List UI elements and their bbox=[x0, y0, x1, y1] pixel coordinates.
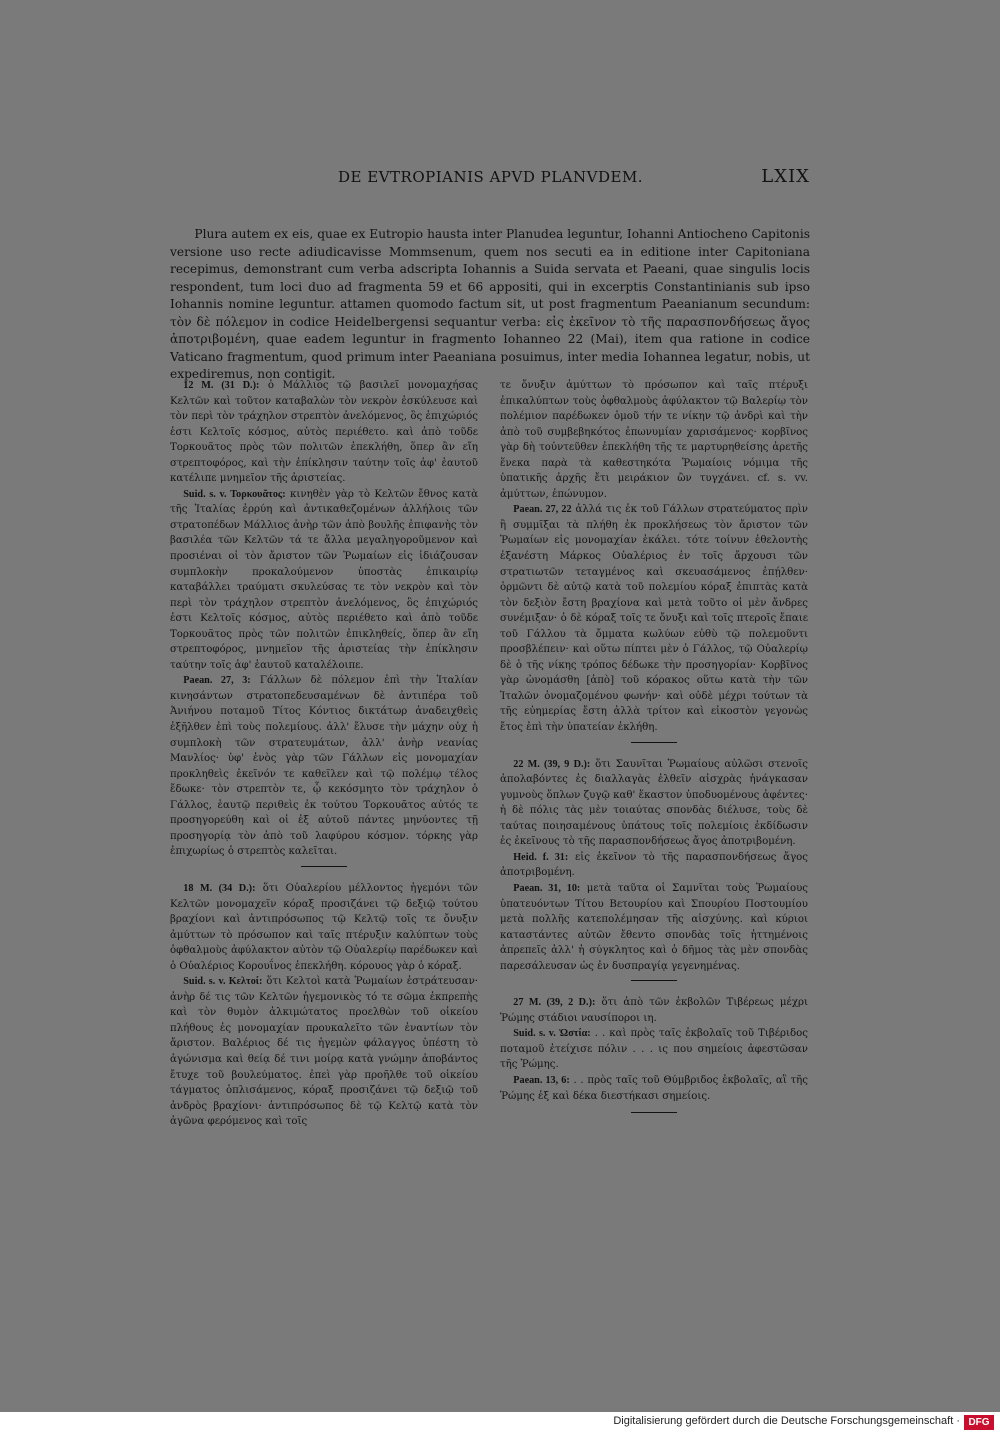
page-header bbox=[60, 166, 810, 190]
paean-13-6: Paean. 13, 6: . . πρὸς ταῖς τοῦ Θύμβριδος ἐκβολαῖς, αἳ τῆς Ῥώμης ἐξ καὶ δέκα διεστήκασι σημείοις. bbox=[500, 1074, 808, 1102]
end-divider bbox=[631, 1112, 677, 1113]
suid-ostia: Suid. s. v. Ὠστία: . . καὶ πρὸς ταῖς ἐκβολαῖς τοῦ Τιβέριδος ποταμοῦ ἐτείχισε πόλιν . . . ις που σημείοις ἀφεστῶσαν τῆς Ῥώμης. bbox=[500, 1028, 809, 1071]
heid-f31: Heid. f. 31: εἰς ἐκεῖνον τὸ τῆς παρασπονδήσεως ἄγος ἀποτριβομένη. bbox=[500, 851, 808, 879]
continuation-text: τε ὄνυξιν ἀμύττων τὸ πρόσωπον καὶ ταῖς πτέρυξι ἐπικαλύπτων τοὺς ὀφθαλμοὺς ἀφύλακτον τῷ Βαλερίῳ τὸν πολέμιον παρέδωκεν ὁμοῦ τήν τε νίκην τῷ ἀνδρὶ καὶ τὴν ἀπὸ τοῦ συμβεβηκότος ἐπωνυμίαν χαρισάμενος· κορβῖνος γὰρ δὴ τοὐντεῦθεν ἐπεκλήθη τῆς τε μαρτυρηθείσης ἀρετῆς ἕνεκα παρὰ τὰ καθεστηκότα Ῥωμαίοις νόμιμα τῆς ὑπατικῆς ἀρχῆς ἔτι μειράκιον ὢν τυγχάνει. cf. s. vv. ἀμύττων, ἐπώνυμον. bbox=[500, 380, 808, 500]
section-divider bbox=[631, 980, 677, 981]
running-title: DE EVTROPIANIS APVD PLANVDEM. bbox=[338, 168, 644, 186]
paean-31-10: Paean. 31, 10: μετὰ ταῦτα οἱ Σαμνῖται τοὺς Ῥωμαίους ὑπατευόντων Τίτου Βετουρίου καὶ Σπουρίου Ποστουμίου μετὰ πολλῆς κατεπολέμησαν τῆς αἰσχύνης. καὶ κύριοι καταστάντες αὐτῶν ἔθεντο σπονδὰς τοῖς ἡττημένοις ἀπρεπεῖς ἀλλ' ἡ σύγκλητος καὶ ὁ δῆμος τὰς μὲν σπονδὰς παρεσάλευσαν ὡς ἐν δυσπραγίᾳ γεγενημένας. bbox=[500, 882, 808, 972]
fragment-22m: 22 M. (39, 9 D.): ὅτι Σαυνῖται Ῥωμαίους αὐλῶσι στενοῖς ἀπολαβόντες ἐς διαλλαγὰς ἐλθεῖν αἰσχρὰς ἠνάγκασαν γυμνοὺς ὅπλων ζυγῷ καθ' ἕκαστον ὑποδυομένους ἀφέντες· ἡ δὲ πόλις τὰς μὲν τοιαύτας σπονδὰς διέλυσε, τοὺς δὲ ταύτας ποιησαμένους ὑπάτους τοῖς πολεμίοις ἐκδίδωσιν ἐς ἐκεῖνους τὸ τῆς παρασπονδήσεως ἄγος ἀποτριβομένη. bbox=[500, 758, 808, 848]
fragment-12m: 12 M. (31 D.): ὁ Μάλλιος τῷ βασιλεῖ μονομαχήσας Κελτῶν καὶ τοῦτον καταβαλὼν τὸν νεκρὸν ἐσκύλευσε καὶ τὸν περὶ τὸν τράχηλον στρεπτὸν ἀνελόμενος, ὃς ἐπιχώριός ἐστι Κελτοῖς κόσμος, αὐτὸς περιέθετο. καὶ ἀπὸ τοῦδε Τορκουᾶτος πρὸς τῶν πολιτῶν ἐπεκλήθη, ὅπερ ἂν εἴη στρεπτοφόρος, καὶ τὴν ἐπίκλησιν ταύτην τοῖς ἀφ' ἑαυτοῦ κατέλιπε μνημεῖον τῆς ἀριστείας. bbox=[170, 380, 479, 485]
footer-bar bbox=[0, 1412, 1000, 1434]
suid-keltoi: Suid. s. v. Κελτοί: ὅτι Κελτοὶ κατὰ Ῥωμαίων ἐστράτευσαν· ἀνὴρ δέ τις τῶν Κελτῶν ἡγεμονικὸς τό τε σῶμα ἐκπρεπὴς καὶ τὸν θυμὸν ἀλκιμώτατος προελθὼν τοῦ οἰκείου πλήθους ἐς μονομαχίαν προυκαλεῖτο τῶν ἐναντίων τὸν ἄριστον. Βαλέριος δέ τις ἡγεμὼν φάλαγγος ὑπέστη τὸ ἀγώνισμα καὶ θείᾳ δέ τινι μοίρᾳ κατὰ γνώμην ἀποβάντος ἔτυχε τοῦ βουλεύματος. ἐπεὶ γὰρ προῆλθε τοῦ οἰκείου τάγματος ὁπλισάμενος, κόραξ προσιζάνει τῷ δεξιῷ τοῦ ἀνδρὸς βραχίονι· ἀντιπρόσωπος δὲ τῷ Κελτῷ κατὰ τὸν ἀγῶνα φερόμενος καὶ τοῖς bbox=[170, 976, 478, 1128]
left-column bbox=[170, 378, 478, 1130]
section-divider bbox=[631, 742, 677, 743]
fragment-27m: 27 M. (39, 2 D.): ὅτι ἀπὸ τῶν ἐκβολῶν Τιβέρεως μέχρι Ῥώμης στάδιοι ναυσίποροι ιη. bbox=[500, 997, 808, 1024]
paean-27-22: Paean. 27, 22 ἀλλά τις ἐκ τοῦ Γάλλων στρατεύματος πρὶν ἢ συμμῖξαι τὰ πλήθη ἐκ προκλήσεως τὸν ἄριστον τῶν Ῥωμαίων εἰς μονομαχίαν ἐκάλει. τότε τοίνυν ἐθελοντὴς ἐξανέστη Μάρκος Οὐαλέριος ἐν τοῖς ἄρχουσι τῶν στρατιωτῶν τεταγμένος καὶ σκευασάμενος ἐπῄλθεν· ὁρμῶντι δὲ αὐτῷ κατὰ τοῦ πολεμίου κόραξ ἐπιπτὰς κατὰ τὸν δεξιὸν ἔστη βραχίονα καὶ μετὰ τοῦτο οἱ μὲν ἄνδρες συνέμιξαν· ὁ δὲ κόραξ τοῖς τε ὄνυξι καὶ τοῖς πτεροῖς ἔπαιε τοῦ Γάλλου τὰ ὄμματα κωλύων εὐθὺ τῷ πολεμοῦντι προσβλέπειν· καὶ οὕτω πίπτει μὲν ὁ Γάλλος, τῷ Οὐαλερίῳ δὲ ὁ τῆς νίκης τρόπος δέδωκε τὴν προσηγορίαν· Κορβῖνος γὰρ ὠνομάσθη [ἀπὸ] τοῦ κόρακος οὕτω κατὰ τὴν τῶν Ἰταλῶν ὀνομαζομένου φωνήν· καὶ οὐδὲ μέχρι τούτων τὰ τῆς εὐημερίας ἔστη ἀλλὰ τρίτον καὶ εἰκοστὸν γεγονὼς ἔτος ἐπὶ τὴν ὑπατείαν ἐκλήθη. bbox=[500, 504, 809, 734]
right-column bbox=[500, 378, 808, 1127]
section-divider bbox=[301, 866, 347, 867]
intro-paragraph: Plura autem ex eis, quae ex Eutropio hausta inter Planudea leguntur, Iohanni Antiocheno Capitonis versione uso recte adiudicavisse Mommsenum, quem nos secuti ea in editione inter Capitoniana recepimus, demonstrant cum verba adscripta Iohannis a Suida servata et Paeani, quae singulis locis respondent, tum loci duo ad fragmenta 59 et 66 appositi, qui in excerptis Constantinianis sub ipso Iohannis nomine leguntur. attamen quomodo factum sit, ut post fragmentum Paeanianum secundum: τὸν δὲ πόλεμον in codice Heidelbergensi sequantur verba: εἰς ἐκεῖνον τὸ τῆς παρασπονδήσεως ἄγος ἀποτριβομένη, quae eadem leguntur in fragmento Iohanneo 22 (Mai), item qua ratione in codice Vaticano fragmentum, quod primum inter Paeaniana posuimus, inter media Iohannea legatur, nobis, ut expediremus, non contigit. bbox=[170, 227, 810, 382]
fragment-18m: 18 M. (34 D.): ὅτι Οὐαλερίου μέλλοντος ἡγεμόνι τῶν Κελτῶν μονομαχεῖν κόραξ προσιζάνει τῷ δεξιῷ τούτου βραχίονι καὶ ἀντιπρόσωπος τῷ Κελτῷ τοῖς τε ὄνυξιν ἀμύττων τὸ πρόσωπον καὶ ταῖς πτέρυξιν καλύπτων τοὺς ὀφθαλμοὺς ἀφύλακτον αὐτὸν τῷ Οὐαλερίῳ παρέδωκεν καὶ ὁ Οὐαλέριος Κορουΐνος ἐπεκλήθη. κόρουος γὰρ ὁ κόραξ. bbox=[170, 882, 478, 972]
funding-notice: Digitalisierung gefördert durch die Deutsche Forschungsgemeinschaft · bbox=[613, 1415, 960, 1427]
page-number: LXIX bbox=[761, 166, 810, 187]
suid-torkouatos: Suid. s. v. Τορκουᾶτος: κινηθὲν γὰρ τὸ Κελτῶν ἔθνος κατὰ τῆς Ἰταλίας ἐρρύη καὶ ἀντικαθεζομένων ἀλλήλοις τῶν στρατοπέδων Μάλλιος ἀνὴρ τῶν ἀπὸ βουλῆς ἐπιφανὴς τὸν βασιλέα τῶν Κελτῶν τά τε ἄλλα μεγαληγοροῦμενον καὶ προσιέναι οἱ τὸν ἄριστον τῶν Ῥωμαίων εἰς ἰδιάζουσαν συμπλοκὴν προκαλούμενον ὑποστὰς ἐπικαιρίῳ καταβάλλει τραύματι σκυλεύσας τε τὸν νεκρὸν καὶ τὸν περὶ τὸν τράχηλον στρεπτὸν ἀνελόμενος, ὃς ἐπιχώριός ἐστι Κελτοῖς κόσμος, αὐτὸς περιέθετο καὶ ἀπὸ τοῦδε Τορκουᾶτος πρὸς τῶν πολιτῶν ἐπικληθείς, ὅπερ ἂν εἴη στρεπτοφόρος, μνημεῖον τῆς ἀριστείας τὴν ἐπίκλησιν ταύτην τοῖς ἀφ' ἑαυτοῦ καταλέλοιπε. bbox=[170, 488, 478, 671]
paean-27-3: Paean. 27, 3: Γάλλων δὲ πόλεμον ἐπὶ τὴν Ἰταλίαν κινησάντων στρατοπεδευσαμένων δὲ ἀντιπέρα τοῦ Ἀνιήνου ποταμοῦ Τίτος Κόντιος δικτάτωρ ἀναδειχθεὶς ἐξῆλθεν ἐπὶ τοὺς πολεμίους. ἀλλ' ἔλυσε τὴν μάχην οὐχ ἡ συμπλοκὴ τῶν στρατευμάτων, ἀλλ' ἀνὴρ νεανίας Μανλίος· ὑφ' ἑνὸς γὰρ τῶν Γάλλων εἰς μονομαχίαν προκληθεὶς ἐκεῖνόν τε καθεῖλεν καὶ τῷ πολέμῳ τέλος ἔδωκε· τὸν στρεπτὸν τε, ᾧ κεκόσμητο τὸν τράχηλον ὁ Γάλλος, ἑαυτῷ περιθεὶς ἐκ τούτου Τορκουᾶτος αὐτός τε προσηγορεύθη καὶ οἱ ἐξ αὐτοῦ πάντες μηνύοντες τῇ προσηγορίᾳ τὸν ἀπὸ τοῦ λαφύρου κόσμον. τόρκης γὰρ ἐπιχωρίως ὁ στρεπτὸς καλεῖται. bbox=[170, 675, 478, 858]
dfg-logo: DFG bbox=[964, 1415, 994, 1430]
